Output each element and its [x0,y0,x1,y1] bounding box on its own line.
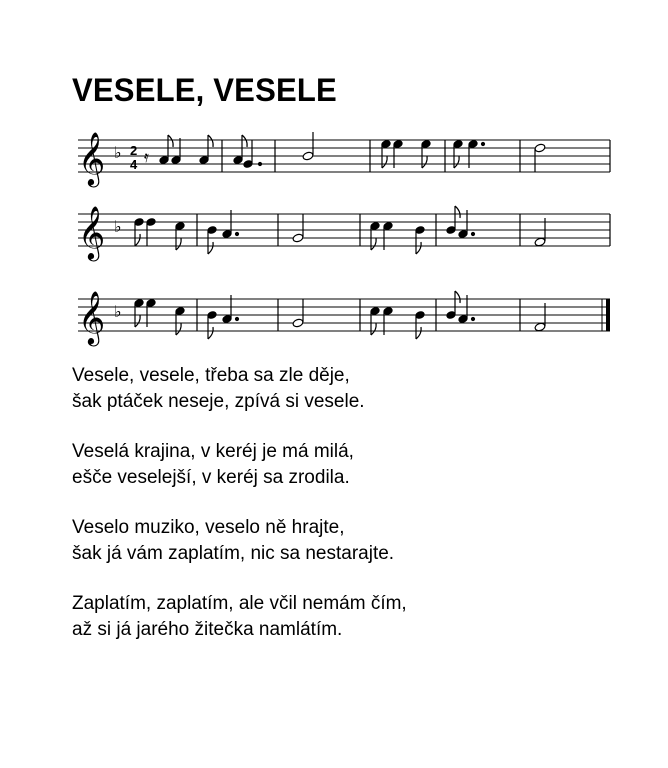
music-staff-1 [70,124,615,196]
verse-line: až si já jarého žitečka namlátím. [72,619,343,640]
time-signature-top: 2 [130,143,138,158]
treble-clef-icon: 𝄞 [78,205,106,259]
song-title: VESELE, VESELE [72,72,337,108]
staff-lines [78,214,610,246]
flat-sign-icon: ♭ [114,302,122,321]
flat-sign-icon: ♭ [114,143,122,162]
rest-icon: 𝄿 [144,147,149,166]
verse-3 [72,515,407,567]
notes [159,132,610,172]
flat-sign-icon: ♭ [114,217,122,236]
staff-lines [78,299,610,331]
verse-line: Zaplatím, zaplatím, ale včil nemám čím, [72,593,407,614]
verse-line: ešče veselejší, v keréj sa zrodila. [72,467,350,488]
time-signature-bottom: 4 [130,157,138,172]
treble-clef-icon: 𝄞 [78,131,106,185]
verse-line: šak ptáček neseje, zpívá si vesele. [72,391,365,412]
verse-line: šak já vám zaplatím, nic sa nestarajte. [72,543,395,564]
lyrics [72,363,407,667]
staff-lines [78,140,610,172]
verse-line: Veselo muziko, veselo ně hrajte, [72,517,345,538]
music-staff-3 [70,283,615,355]
verse-2 [72,439,407,491]
verse-line: Veselá krajina, v keréj je má milá, [72,441,354,462]
verse-line: Vesele, vesele, třeba sa zle děje, [72,365,350,386]
verse-4 [72,591,407,643]
music-staff-2 [70,198,615,270]
treble-clef-icon: 𝄞 [78,290,106,344]
verse-1 [72,363,407,415]
